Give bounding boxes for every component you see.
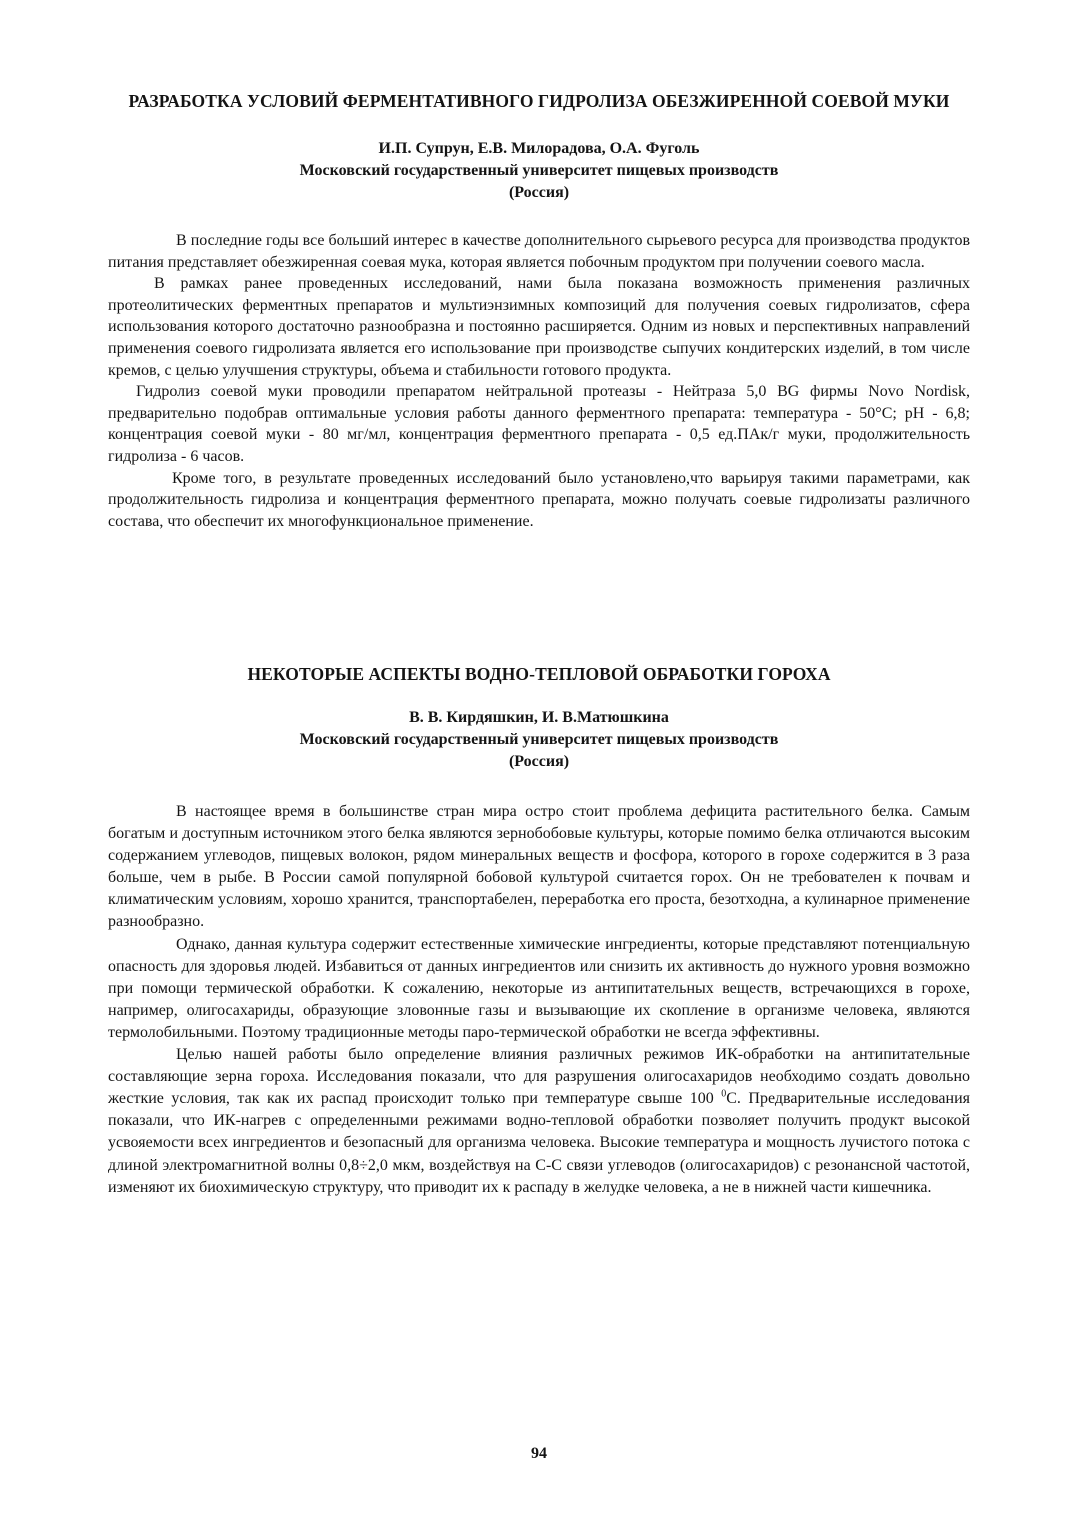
- article-body: [108, 801, 970, 1199]
- paragraph-text: С. Предварительные исследования показали, что ИК-нагрев с определенными режимами водно-тепловой обработки позволяет получить продукт высокой усвояемости всех ингредиентов и безопасный для организма человека. Высокие температура и мощность лучистого потока с длиной электромагнитной волны 0,8÷2,0 мкм, воздействуя на С-С связи углеводов (олигосахаридов) с резонансной частотой, изменяют их биохимическую структуру, что приводит их к распаду в желудке человека, а не в нижней части кишечника.: [108, 1090, 970, 1196]
- article-soy-flour-hydrolysis: [108, 90, 970, 532]
- article-pea-heat-treatment: [108, 663, 970, 1199]
- paragraph: Однако, данная культура содержит естественные химические ингредиенты, которые представляют потенциальную опасность для здоровья людей. Избавиться от данных ингредиентов или снизить их активность до нужного уровня возможно при помощи термической обработки. К сожалению, некоторые из антипитательных веществ, встречающихся в горохе, например, олигосахариды, образующие зловонные газы и вызывающие их скопление в организме человека, являются термолобильными. Поэтому традиционные методы паро-термической обработки не всегда эффективны.: [108, 935, 970, 1041]
- article-authors: И.П. Супрун, Е.В. Милорадова, О.А. Фуголь: [378, 140, 700, 157]
- article-title: НЕКОТОРЫЕ АСПЕКТЫ ВОДНО-ТЕПЛОВОЙ ОБРАБОТКИ ГОРОХА: [247, 664, 831, 684]
- article-affiliation: Московский государственный университет пищевых производств: [299, 162, 779, 179]
- paragraph-text: Целью нашей работы было определение влияния различных режимов ИК-обработки на антипитательные составляющие зерна гороха. Исследования показали, что для разрушения олигосахаридов необходимо создать довольно жесткие условия, так как их распад происходит только при температуре свыше 100: [108, 1046, 970, 1108]
- paragraph: В настоящее время в большинстве стран мира остро стоит проблема дефицита растительного белка. Самым богатым и доступным источником этого белка являются зернобобовые культуры, которые помимо белка отличаются высоким содержанием углеводов, пищевых волокон, рядом минеральных веществ и фосфора, которого в горохе содержится в 3 раза больше, чем в рыбе. В России самой популярной бобовой культурой считается горох. Он не требователен к почвам и климатическим условиям, хорошо хранится, транспортабелен, переработка его проста, безотходна, а кулинарное применение разнообразно.: [108, 803, 970, 931]
- paragraph: Гидролиз соевой муки проводили препаратом нейтральной протеазы - Нейтраза 5,0 BG фирмы Novo Nordisk, предварительно подобрав оптимальные условия работы данного ферментного препарата: температура - 50°С; рН - 6,8; концентрация соевой муки - 80 мг/мл, концентрация ферментного препарата - 0,5 ед.ПАк/г муки, продолжительность гидролиза - 6 часов.: [108, 383, 971, 465]
- article-title: РАЗРАБОТКА УСЛОВИЙ ФЕРМЕНТАТИВНОГО ГИДРОЛИЗА ОБЕЗЖИРЕННОЙ СОЕВОЙ МУКИ: [128, 91, 950, 111]
- article-affiliation: Московский государственный университет пищевых производств: [299, 731, 779, 748]
- degree-superscript: 0: [721, 1088, 727, 1100]
- article-country: (Россия): [508, 753, 570, 770]
- paragraph: Кроме того, в результате проведенных исследований было установлено,что варьируя такими параметрами, как продолжительность гидролиза и концентрация ферментного препарата, можно получать соевые гидролизаты различного состава, что обеспечит их многофункциональное применение.: [108, 469, 970, 530]
- article-body: [108, 230, 970, 532]
- paragraph: В последние годы все больший интерес в качестве дополнительного сырьевого ресурса для производства продуктов питания представляет обезжиренная соевая мука, которая является побочным продуктом при получении соевого масла.: [108, 232, 970, 271]
- paragraph: В рамках ранее проведенных исследований, нами была показана возможность применения различных протеолитических ферментных препаратов и мультиэнзимных композиций для получения соевых гидролизатов, сфера использования которого достаточно разнообразна и постоянно расширяется. Одним из новых и перспективных направлений применения соевого гидролизата является его использование при производстве сыпучих кондитерских изделий, в том числе кремов, с целью улучшения структуры, объема и стабильности готового продукта.: [108, 275, 970, 379]
- article-authors: В. В. Кирдяшкин, И. В.Матюшкина: [409, 709, 669, 726]
- paragraph: [108, 1044, 970, 1199]
- article-country: (Россия): [508, 184, 570, 201]
- page-number: 94: [531, 1445, 547, 1462]
